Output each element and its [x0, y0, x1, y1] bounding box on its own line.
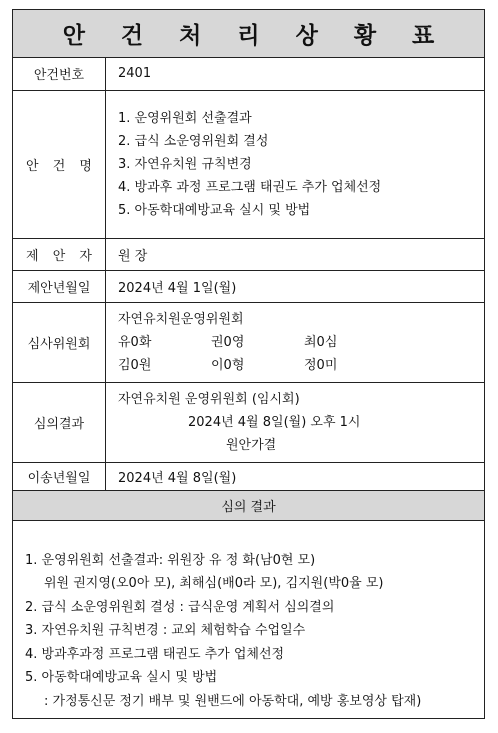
- committee-name: 자연유치원운영위원회: [118, 311, 244, 327]
- committee-member: 권0영: [211, 334, 245, 350]
- label-committee: 심사위원회: [13, 302, 106, 382]
- result-line: 2. 급식 소운영위원회 결성 : 급식운영 계획서 심의결의: [25, 599, 335, 615]
- value-proposal-date: 2024년 4월 1일(월): [106, 270, 485, 302]
- label-proposer: 제 안 자: [26, 248, 97, 264]
- deliberation-meeting: 자연유치원 운영위원회 (임시회): [118, 391, 300, 407]
- value-transfer-date: 2024년 4월 8일(월): [106, 462, 485, 490]
- row-proposer: [13, 238, 484, 270]
- value-agenda-number: 2401: [106, 58, 485, 90]
- label-proposal-date: 제안년월일: [13, 270, 106, 302]
- committee-member: 정0미: [304, 357, 338, 373]
- agenda-status-sheet: [12, 9, 485, 719]
- document-title: 안 건 처 리 상 황 표: [62, 23, 449, 49]
- label-transfer-date: 이송년월일: [13, 462, 106, 490]
- title-bar: [13, 10, 484, 58]
- committee-member: 이0형: [211, 357, 245, 373]
- result-line: 3. 자연유치원 규칙변경 : 교외 체험학습 수업일수: [25, 623, 306, 638]
- result-heading: 심의 결과: [221, 499, 276, 515]
- row-proposal-date: [13, 270, 484, 302]
- result-body: [13, 521, 484, 714]
- agenda-item: 1. 운영위원회 선출결과: [118, 110, 252, 126]
- row-committee: [13, 302, 484, 382]
- agenda-item: 5. 아동학대예방교육 실시 및 방법: [118, 202, 311, 218]
- agenda-item: 3. 자연유치원 규칙변경: [118, 156, 252, 172]
- committee-member: 김0원: [118, 357, 152, 373]
- row-agenda-number: [13, 58, 484, 90]
- row-agenda-name: [13, 90, 484, 238]
- deliberation-decision: 원안가결: [226, 437, 277, 453]
- result-line: : 가정통신문 정기 배부 및 원밴드에 아동학대, 예방 홍보영상 탑재): [44, 693, 422, 709]
- row-deliberation: [13, 382, 484, 462]
- label-agenda-name: 안 건 명: [26, 158, 97, 174]
- committee-member: 최0심: [304, 334, 338, 350]
- committee-member: 유0화: [118, 334, 152, 350]
- label-deliberation: 심의결과: [13, 382, 106, 462]
- result-line: 위원 권지영(오0아 모), 최해심(배0라 모), 김지원(박0율 모): [44, 576, 384, 591]
- label-agenda-number: 안건번호: [13, 58, 106, 90]
- agenda-item-list: [106, 90, 485, 238]
- agenda-info-table: [13, 58, 484, 491]
- committee-members: [118, 331, 484, 377]
- value-proposer: 원 장: [106, 238, 485, 270]
- result-line: 1. 운영위원회 선출결과: 위원장 유 정 화(남0현 모): [25, 552, 316, 568]
- result-line: 5. 아동학대예방교육 실시 및 방법: [25, 670, 218, 685]
- row-transfer-date: [13, 462, 484, 490]
- deliberation-datetime: 2024년 4월 8일(월) 오후 1시: [188, 414, 361, 430]
- result-line: 4. 방과후과정 프로그램 태권도 추가 업체선정: [25, 646, 285, 662]
- agenda-item: 4. 방과후 과정 프로그램 태권도 추가 업체선정: [118, 179, 382, 195]
- agenda-item: 2. 급식 소운영위원회 결성: [118, 133, 269, 149]
